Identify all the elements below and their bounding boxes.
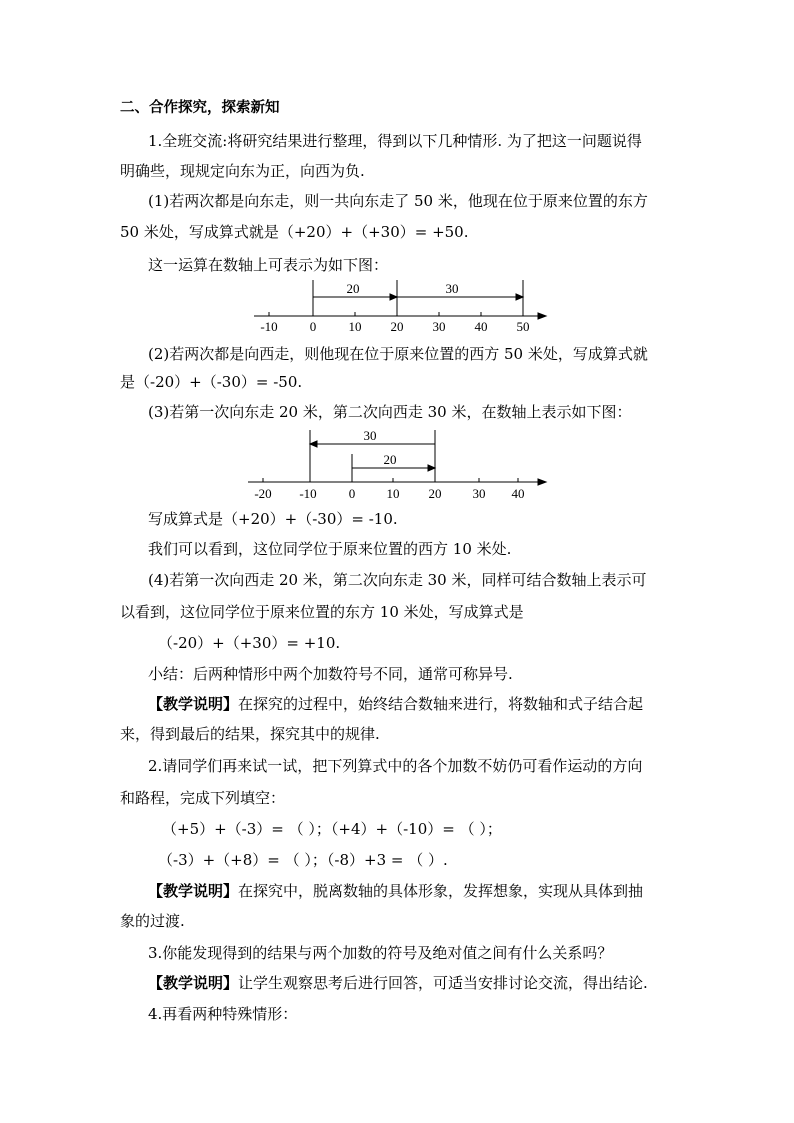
arrow-label: 30 <box>445 281 459 296</box>
axis-arrowhead <box>538 313 546 319</box>
arrow-label: 20 <box>383 452 397 467</box>
teaching-note-tag: 【教学说明】 <box>148 695 239 713</box>
case-4-line-3: （-20）+（+30）= +10. <box>158 634 341 652</box>
case-3-line-3: 我们可以看到，这位同学位于原来位置的西方 10 米处. <box>148 540 512 558</box>
tick-label: 10 <box>386 486 400 501</box>
paragraph-2-line-1: 2.请同学们再来试一试，把下列算式中的各个加数不妨仍可看作运动的方向 <box>148 757 643 775</box>
case-4-line-2: 以看到，这位同学位于原来位置的东方 10 米处，写成算式是 <box>120 603 524 621</box>
tick-label: 0 <box>309 319 317 334</box>
tick-label: 10 <box>348 319 362 334</box>
teaching-note-2-line-1 <box>148 880 643 902</box>
tick-label: 40 <box>474 319 488 334</box>
tick-label: -10 <box>260 319 278 334</box>
tick-label: 40 <box>511 486 525 501</box>
case-1-line-1: (1)若两次都是向东走，则一共向东走了 50 米，他现在位于原来位置的东方 <box>148 192 648 210</box>
case-1-line-3: 这一运算在数轴上可表示为如下图： <box>148 256 389 274</box>
tick-label: -20 <box>254 486 272 501</box>
teaching-note-1-line-2: 来，得到最后的结果，探究其中的规律. <box>120 725 380 743</box>
summary: 小结：后两种情形中两个加数符号不同，通常可称异号. <box>148 665 513 683</box>
case-1-line-2: 50 米处，写成算式就是（+20）+（+30）= +50. <box>120 223 469 241</box>
case-4-line-1: (4)若第一次向西走 20 米，第二次向东走 30 米，同样可结合数轴上表示可 <box>148 571 647 589</box>
number-line-diagram-1 <box>0 276 794 336</box>
number-line-diagram-2 <box>0 426 794 502</box>
tick-label: 0 <box>348 486 356 501</box>
paragraph-3-line-1: 3.你能发现得到的结果与两个加数的符号及绝对值之间有什么关系吗？ <box>148 944 613 962</box>
paragraph-4-line-1: 4.再看两种特殊情形： <box>148 1005 298 1023</box>
arrow-label: 20 <box>346 281 360 296</box>
case-3-line-2: 写成算式是（+20）+（-30）= -10. <box>148 510 398 528</box>
teaching-note-text: 在探究中，脱离数轴的具体形象，发挥想象，实现从具体到抽 <box>238 882 644 900</box>
teaching-note-tag: 【教学说明】 <box>148 882 239 900</box>
tick-label: 30 <box>472 486 486 501</box>
case-2-line-2: 是（-20）+（-30）= -50. <box>120 373 303 391</box>
tick-label: 20 <box>390 319 404 334</box>
paragraph-1-line-2: 明确些，现规定向东为正，向西为负. <box>120 162 365 180</box>
tick-label: 50 <box>516 319 530 334</box>
exercise-line-1: （+5）+（-3）= （ ）；（+4）+（-10）= （ ）； <box>162 820 502 838</box>
paragraph-2-line-2: 和路程，完成下列填空： <box>120 789 286 807</box>
tick-label: 30 <box>432 319 446 334</box>
tick-label: -10 <box>299 486 317 501</box>
exercise-line-2: （-3）+（+8）= （ ）；（-8）+3 = （ ）. <box>158 851 448 869</box>
arrow-label: 30 <box>363 428 377 443</box>
case-2-line-1: (2)若两次都是向西走，则他现在位于原来位置的西方 50 米处，写成算式就 <box>148 345 648 363</box>
paragraph-1-line-1: 1.全班交流:将研究结果进行整理，得到以下几种情形. 为了把这一问题说得 <box>148 132 642 150</box>
teaching-note-2-line-2: 象的过渡. <box>120 912 185 930</box>
teaching-note-tag: 【教学说明】 <box>148 974 239 992</box>
teaching-note-1-line-1 <box>148 693 643 715</box>
axis-arrowhead <box>538 479 546 485</box>
case-3-line-1: (3)若第一次向东走 20 米，第二次向西走 30 米，在数轴上表示如下图： <box>148 403 632 421</box>
section-heading: 二、合作探究，探索新知 <box>120 100 280 116</box>
tick-label: 20 <box>428 486 442 501</box>
teaching-note-3-line-1 <box>148 972 648 994</box>
teaching-note-text: 让学生观察思考后进行回答，可适当安排讨论交流，得出结论. <box>238 974 648 992</box>
teaching-note-text: 在探究的过程中，始终结合数轴来进行，将数轴和式子结合起 <box>238 695 644 713</box>
